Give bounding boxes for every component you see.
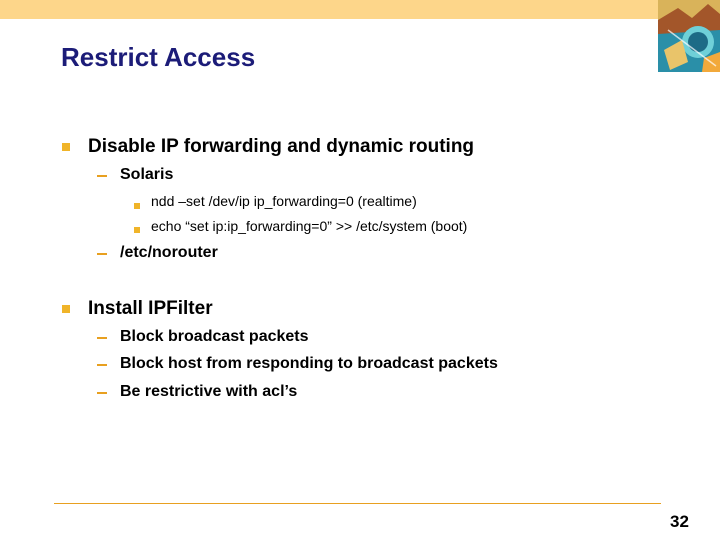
sub-sub-bullet-echo: echo “set ip:ip_forwarding=0” >> /etc/system (boot) bbox=[151, 218, 468, 234]
sub-bullet-block-broadcast: Block broadcast packets bbox=[120, 328, 309, 345]
dash-marker bbox=[97, 392, 107, 394]
sub-bullet-block-host: Block host from responding to broadcast packets bbox=[120, 355, 498, 372]
bullet-marker bbox=[62, 143, 70, 151]
corner-decorative-image bbox=[658, 0, 720, 72]
dash-marker bbox=[97, 253, 107, 255]
dash-marker bbox=[97, 337, 107, 339]
bullet-install-ipfilter: Install IPFilter bbox=[88, 298, 213, 319]
sub-bullet-solaris: Solaris bbox=[120, 166, 174, 183]
bullet-disable-ip-forwarding: Disable IP forwarding and dynamic routing bbox=[88, 136, 475, 157]
sub-bullet-norouter: /etc/norouter bbox=[120, 244, 218, 261]
footer-divider bbox=[54, 503, 661, 504]
sub-sub-bullet-ndd: ndd –set /dev/ip ip_forwarding=0 (realtime) bbox=[151, 193, 417, 209]
bullet-marker bbox=[134, 203, 140, 209]
bullet-marker bbox=[62, 305, 70, 313]
dash-marker bbox=[97, 175, 107, 177]
page-number: 32 bbox=[670, 512, 689, 531]
dash-marker bbox=[97, 364, 107, 366]
top-decorative-band bbox=[0, 0, 660, 19]
bullet-marker bbox=[134, 227, 140, 233]
slide-title: Restrict Access bbox=[61, 42, 256, 72]
sub-bullet-restrictive-acl: Be restrictive with acl’s bbox=[120, 383, 298, 400]
